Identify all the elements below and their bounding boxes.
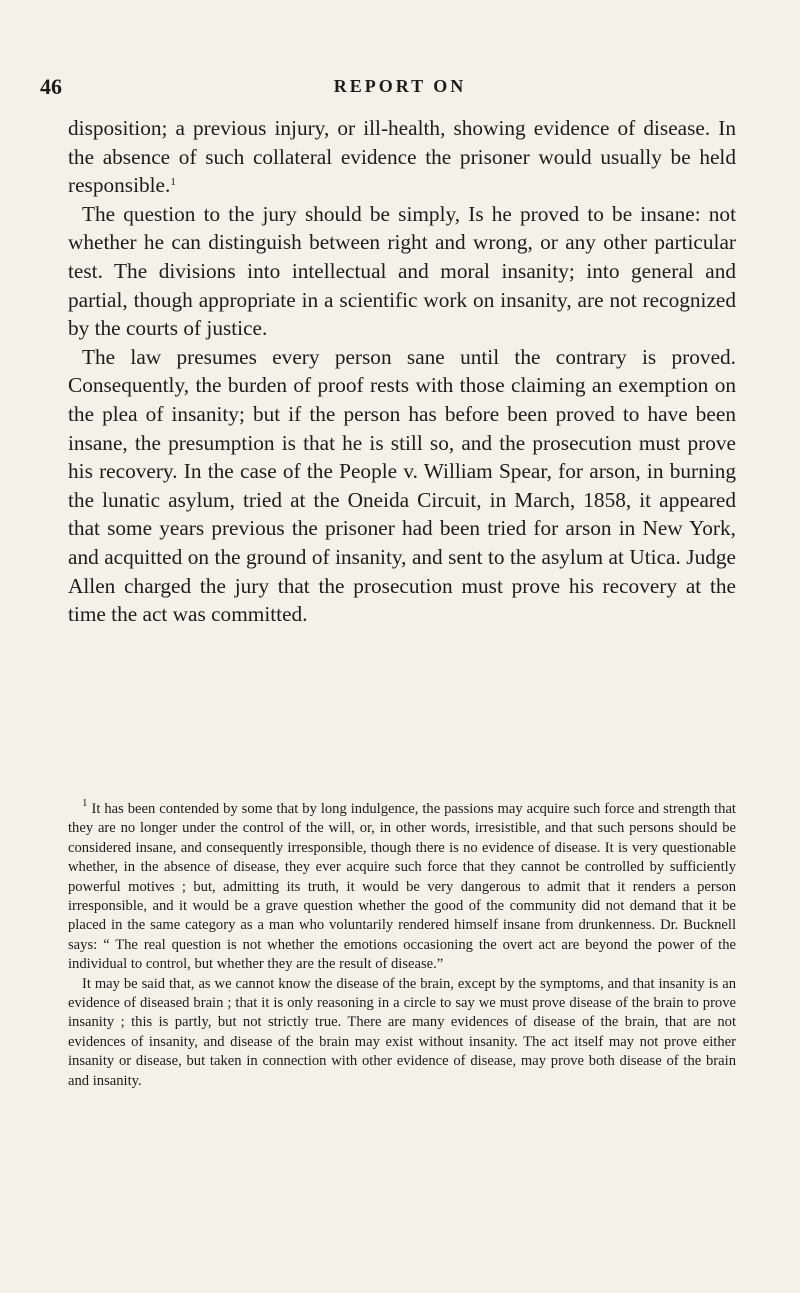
footnote bbox=[68, 797, 736, 975]
paragraph-text: disposition; a previous injury, or ill-health, showing evidence of disease. In the absence of such collateral evidence the prisoner would usually be held responsible. bbox=[68, 116, 736, 198]
paragraph bbox=[68, 114, 736, 200]
paragraph: The question to the jury should be simply, Is he proved to be insane: not whether he can distinguish between right and wrong, or any other particular test. The divisions into intellectual and moral insanity; into general and partial, though appropriate in a scientific work on insanity, are not recognized by the courts of justice. bbox=[68, 201, 736, 341]
footnote-marker: 1 bbox=[82, 797, 88, 809]
running-title: REPORT ON bbox=[333, 76, 467, 96]
body-text bbox=[68, 114, 736, 629]
running-head bbox=[40, 74, 760, 100]
page-number: 46 bbox=[40, 74, 62, 99]
footnote-reference: 1 bbox=[170, 176, 176, 189]
footnote-continuation: It may be said that, as we cannot know the disease of the brain, except by the symptoms, and that insanity is an evidence of diseased brain ; that it is only reasoning in a circle to say we must prove disease of the brain to prove insanity ; this is partly, but not strictly true. There are many evidences of disease of the brain, that are not evidences of insanity, and disease of the brain may exist without insanity. The act itself may not prove either insanity or disease, but taken in connection with other evidence of disease, may prove both disease of the brain and insanity. bbox=[68, 975, 736, 1089]
footnote-text: It has been contended by some that by long indulgence, the passions may acquire such force and strength that they are no longer under the control of the will, or, in other words, irresistible, and that such persons should be considered insane, and consequently irresponsible, though there is no evidence of disease. It is very questionable whether, in the absence of disease, they ever acquire such force that they cannot be controlled by sufficiently powerful motives ; but, admitting its truth, it would be very dangerous to admit that it renders a person irresponsible, and it would be a grave question whether the good of the community did not demand that it be placed in the same category as a man who voluntarily rendered himself insane from drunkenness. Dr. Bucknell says: “ The real question is not whether the emotions occasioning the overt act are beyond the power of the individual to control, but whether they are the result of disease.” bbox=[68, 801, 736, 973]
paragraph: The law presumes every person sane until the contrary is proved. Consequently, the burden of proof rests with those claiming an exemption on the plea of insanity; but if the person has before been proved to have been insane, the presumption is that he is still so, and the prosecution must prove his recovery. In the case of the People v. William Spear, for arson, in burning the lunatic asylum, tried at the Oneida Circuit, in March, 1858, it appeared that some years previous the prisoner had been tried for arson in New York, and acquitted on the ground of insanity, and sent to the asylum at Utica. Judge Allen charged the jury that the prosecution must prove his recovery at the time the act was committed. bbox=[68, 344, 736, 627]
footnotes bbox=[68, 797, 736, 1091]
